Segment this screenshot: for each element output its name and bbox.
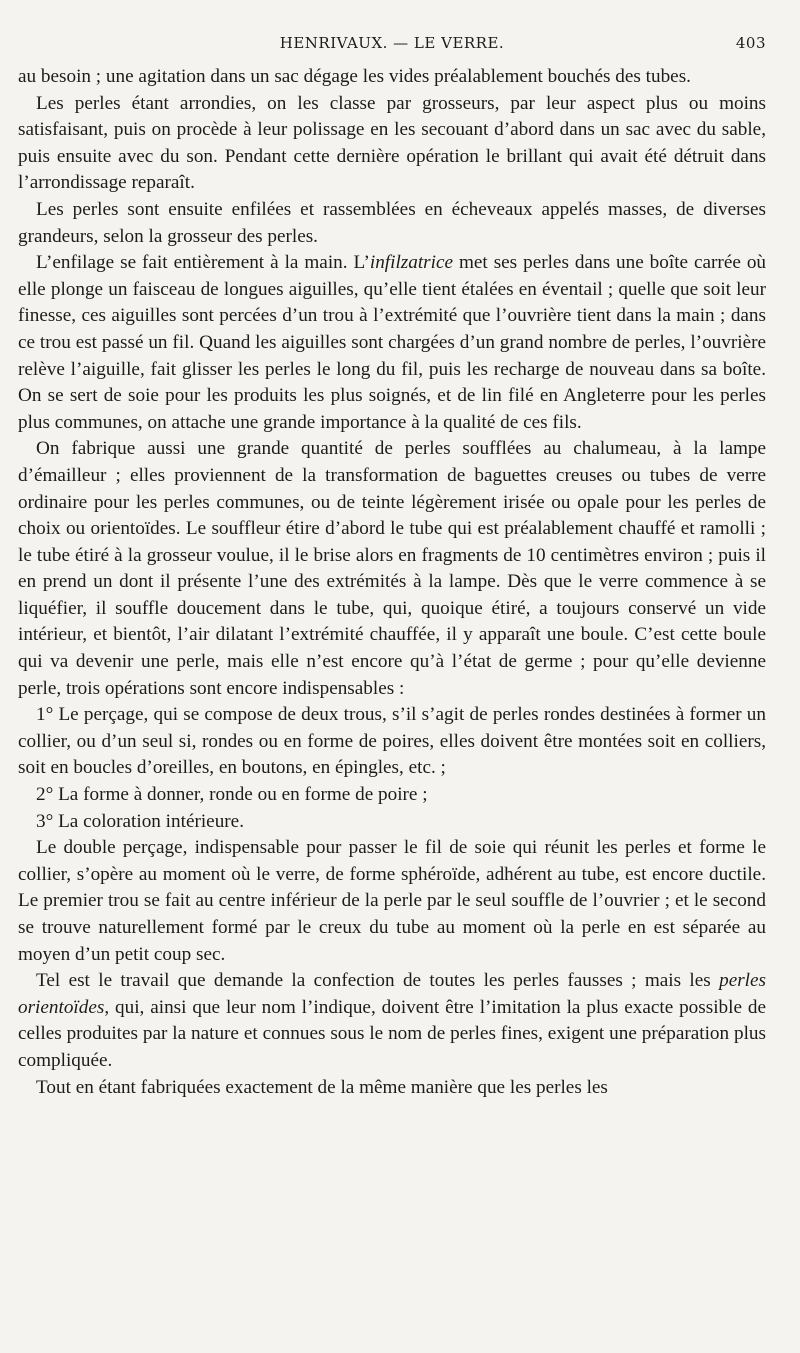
paragraph-text: Les perles sont ensuite enfilées et rassemblées en écheveaux appelés masses, de diverses grandeurs, selon la grosseur des perles.	[18, 198, 766, 247]
paragraph	[18, 197, 766, 250]
italic-term: perles orientoïdes	[18, 970, 766, 1018]
paragraph	[18, 968, 766, 1074]
paragraph-text: Les perles étant arrondies, on les classe par grosseurs, par leur aspect plus ou moins satisfaisant, puis on procède à leur polissage en les secouant d’abord dans un sac avec du sable, puis ensuite avec du son. Pendant cette dernière opération le brillant qui avait été détruit dans l’arrondissage reparaît.	[18, 92, 766, 194]
paragraph-text: 3° La coloration intérieure.	[36, 810, 244, 832]
paragraph	[18, 835, 766, 968]
paragraph	[18, 436, 766, 702]
paragraph	[18, 809, 766, 836]
paragraph	[18, 782, 766, 809]
paragraph-text: On fabrique aussi une grande quantité de perles soufflées au chalumeau, à la lampe d’émailleur ; elles proviennent de la transformation de baguettes creuses ou tubes de verre ordinaire pour les perles communes, ou de teinte légèrement irisée ou opale pour les perles de choix ou orientoïdes. Le souffleur étire d’abord le tube qui est préalablement chauffé et ramolli ; le tube étiré à la grosseur voulue, il le brise alors en fragments de 10 centimètres environ ; puis il en prend un dont il présente l’une des extrémités à la lampe. Dès que le verre commence à se liquéfier, il souffle doucement dans le tube, qui, quoique étiré, a toujours conservé un vide intérieur, et bientôt, l’air dilatant l’extrémité chauffée, il y apparaît une boule. C’est cette boule qui va devenir une perle, mais elle n’est encore qu’à l’état de germe ; pour qu’elle devienne perle, trois opérations sont encore indispensables :	[18, 438, 766, 699]
paragraph-text: L’enfilage se fait entièrement à la main. L’	[36, 252, 370, 274]
running-title: HENRIVAUX. — LE VERRE.	[279, 34, 505, 52]
italic-term: infilzatrice	[369, 252, 453, 274]
paragraph-text: Le double perçage, indispensable pour passer le fil de soie qui réunit les perles et forme le collier, s’opère au moment où le verre, de forme sphéroïde, adhérent au tube, est encore ductile. Le premier trou se fait au centre inférieur de la perle par le seul souffle de l’ouvrier ; et le second se trouve naturellement formé par le creux du tube au moment où la perle en est séparée au moyen d’un petit coup sec.	[18, 837, 766, 965]
paragraph	[18, 250, 766, 436]
paragraph	[18, 702, 766, 782]
paragraph-text: 2° La forme à donner, ronde ou en forme de poire ;	[36, 784, 428, 806]
paragraph	[18, 64, 766, 91]
paragraph-text: Tout en étant fabriquées exactement de la même manière que les perles les	[36, 1076, 608, 1098]
page-number: 403	[735, 34, 766, 52]
paragraph-text: 1° Le perçage, qui se compose de deux trous, s’il s’agit de perles rondes destinées à former un collier, ou d’un seul si, rondes ou en forme de poires, elles doivent être montées soit en colliers, soit en boucles d’oreilles, en boutons, en épingles, etc. ;	[18, 704, 766, 779]
paragraph	[18, 91, 766, 197]
paragraph-text: met ses perles dans une boîte carrée où elle plonge un faisceau de longues aiguilles, qu’elle tient étalées en éventail ; quelle que soit leur finesse, ces aiguilles sont percées d’un trou à l’extrémité que l’ouvrière tient dans la main ; dans ce trou est passé un fil. Quand les aiguilles sont chargées d’un grand nombre de perles, l’ouvrière relève l’aiguille, fait glisser les perles le long du fil, puis les recharge de nouveau dans sa boîte. On se sert de soie pour les produits les plus soignés, et de lin filé en Angleterre pour les perles plus communes, on attache une grande importance à la qualité de ces fils.	[18, 252, 767, 433]
running-head	[18, 34, 766, 58]
paragraph-text: Tel est le travail que demande la confection de toutes les perles fausses ; mais les	[36, 970, 720, 992]
paragraph-text: , qui, ainsi que leur nom l’indique, doivent être l’imitation la plus exacte possible de celles produites par la nature et connues sous le nom de perles fines, exigent une préparation plus compliquée.	[18, 996, 766, 1071]
paragraph-text: au besoin ; une agitation dans un sac dégage les vides préalablement bouchés des tubes.	[18, 66, 691, 87]
paragraph	[18, 1075, 766, 1102]
body-text	[18, 64, 766, 1101]
